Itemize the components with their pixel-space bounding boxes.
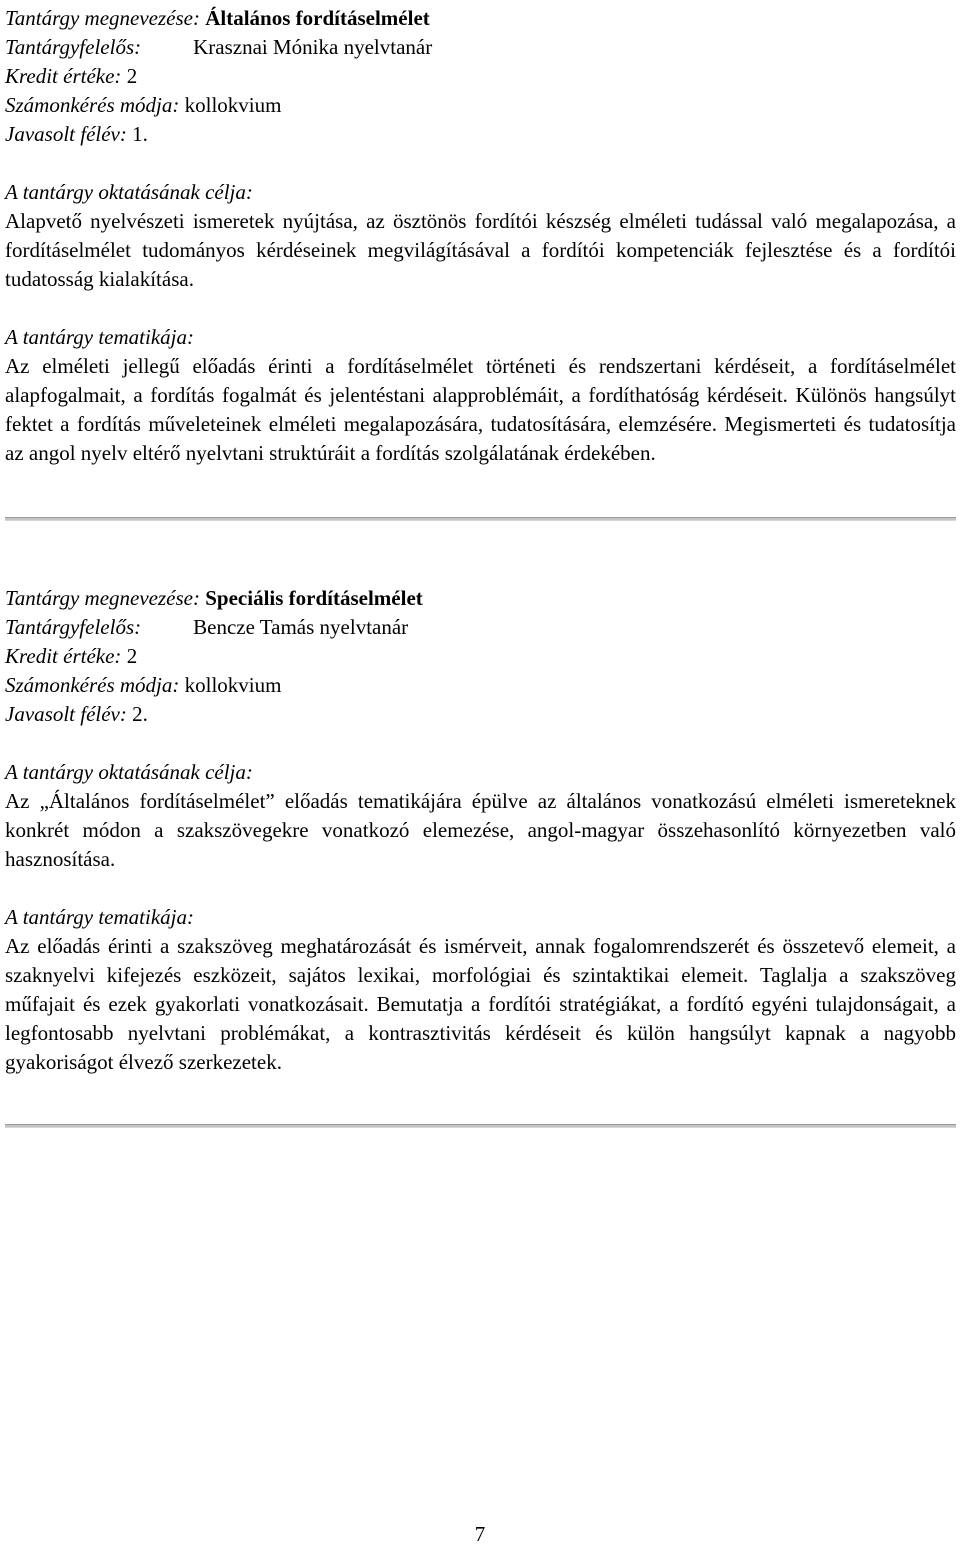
course-credit-row: [5, 62, 956, 91]
course-credit-value: 2: [126, 644, 138, 668]
section-divider: [5, 1124, 956, 1128]
course-topics-text: Az előadás érinti a szakszöveg meghatározását és ismérveit, annak fogalomrendszerét és összetevő elemeit, a szaknyelvi kifejezés eszközeit, sajátos lexikai, morfológiai és szintaktikai elemeit. Taglalja a szakszöveg műfajait és ezek gyakorlati vonatkozásait. Bemutatja a fordítói stratégiákat, a fordító egyéni tulajdonságait, a legfontosabb nyelvtani problémákat, a kontrasztivitás kérdéseit és külön hangsúlyt kapnak a nagyobb gyakoriságot élvező szerkezetek.: [5, 934, 956, 1074]
course-exam-row: [5, 671, 956, 700]
course-credit-row: [5, 642, 956, 671]
course-responsible-value: Krasznai Mónika nyelvtanár: [193, 35, 433, 59]
course-topics-heading: A tantárgy tematikája:: [5, 905, 194, 929]
course-exam-value: kollokvium: [184, 93, 282, 117]
course-responsible-row: [5, 33, 956, 62]
page-number: 7: [474, 1522, 486, 1546]
course-title: Speciális fordításelmélet: [205, 586, 423, 610]
course-exam-row: [5, 91, 956, 120]
course-responsible-label: Tantárgyfelelős:: [5, 35, 142, 59]
course-credit-label: Kredit értéke:: [5, 64, 122, 88]
course-semester-label: Javasolt félév:: [5, 702, 127, 726]
course-block-1: [5, 4, 956, 468]
course-name-row: [5, 584, 956, 613]
course-responsible-value: Bencze Tamás nyelvtanár: [193, 615, 409, 639]
course-goal-text: Az „Általános fordításelmélet” előadás tematikájára épülve az általános vonatkozású elméleti ismereteknek konkrét módon a szakszövegekre vonatkozó elemezése, angol-magyar összehasonlító környezetben való hasznosítása.: [5, 789, 956, 871]
course-exam-value: kollokvium: [184, 673, 282, 697]
course-exam-label: Számonkérés módja:: [5, 93, 180, 117]
course-exam-label: Számonkérés módja:: [5, 673, 180, 697]
course-responsible-label: Tantárgyfelelős:: [5, 615, 142, 639]
course-semester-row: [5, 120, 956, 149]
course-semester-value: 1.: [132, 122, 148, 146]
course-responsible-row: [5, 613, 956, 642]
course-semester-value: 2.: [132, 702, 148, 726]
course-block-2: [5, 584, 956, 1077]
course-credit-label: Kredit értéke:: [5, 644, 122, 668]
course-semester-label: Javasolt félév:: [5, 122, 127, 146]
course-topics-heading: A tantárgy tematikája:: [5, 325, 194, 349]
course-goal-heading: A tantárgy oktatásának célja:: [5, 180, 253, 204]
course-topics-text: Az elméleti jellegű előadás érinti a fordításelmélet történeti és rendszertani kérdéseit, a fordításelmélet alapfogalmait, a fordítás fogalmát és jelentéstani alapproblémáit, a fordíthatóság kérdéseit. Különös hangsúlyt fektet a fordítás műveleteinek elméleti megalapozására, tudatosítására, elemzésére. Megismerteti és tudatosítja az angol nyelv eltérő nyelvtani struktúráit a fordítás szolgálatának érdekében.: [5, 354, 956, 465]
course-name-row: [5, 4, 956, 33]
course-semester-row: [5, 700, 956, 729]
course-name-label: Tantárgy megnevezése:: [5, 586, 200, 610]
course-credit-value: 2: [126, 64, 138, 88]
course-goal-heading: A tantárgy oktatásának célja:: [5, 760, 253, 784]
course-goal-text: Alapvető nyelvészeti ismeretek nyújtása, az ösztönös fordítói készség elméleti tudással való megalapozása, a fordításelmélet tudományos kérdéseinek megvilágításával a fordítói kompetenciák fejlesztése és a fordítói tudatosság kialakítása.: [5, 209, 956, 291]
section-divider: [5, 517, 956, 521]
course-name-label: Tantárgy megnevezése:: [5, 6, 200, 30]
course-title: Általános fordításelmélet: [205, 6, 430, 30]
